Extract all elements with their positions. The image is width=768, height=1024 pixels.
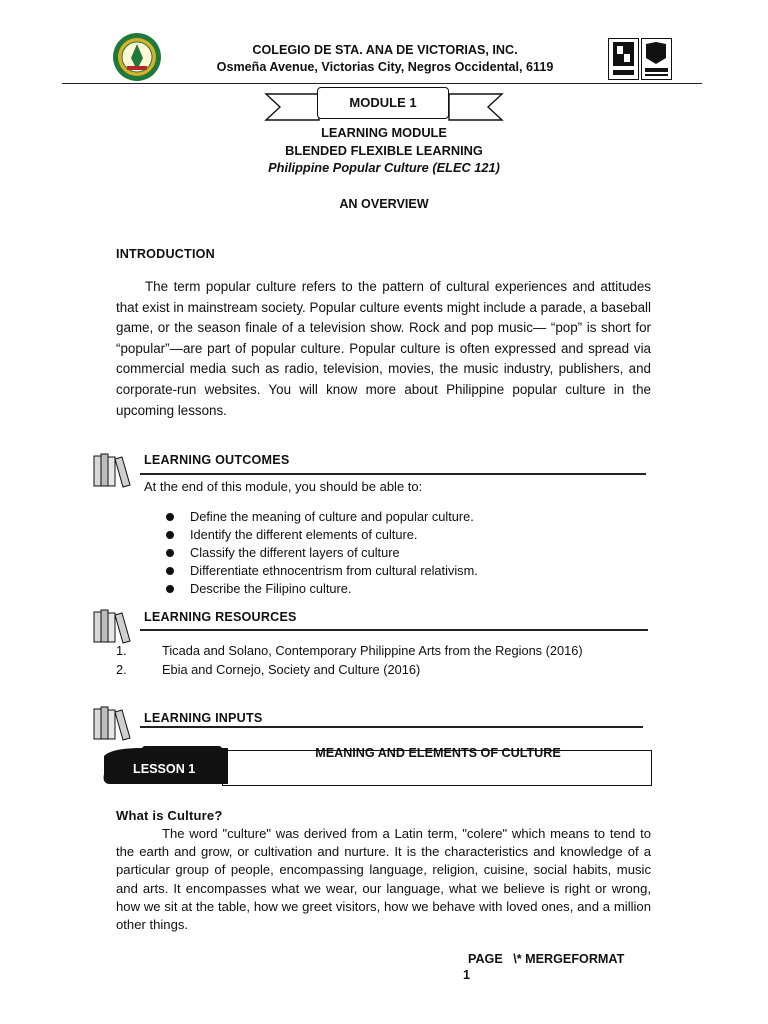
page-field-label: PAGE \* MERGEFORMAT xyxy=(468,952,625,966)
resources-list xyxy=(116,642,656,679)
learning-inputs-heading: LEARNING INPUTS xyxy=(144,711,263,725)
introduction-heading: INTRODUCTION xyxy=(116,247,215,261)
school-seal-logo xyxy=(112,32,162,82)
learning-resources-heading: LEARNING RESOURCES xyxy=(144,610,297,624)
list-number: 2. xyxy=(116,661,127,677)
course-title: Philippine Popular Culture (ELEC 121) xyxy=(268,160,500,175)
iso-certification-logo xyxy=(608,38,672,80)
list-item: Describe the Filipino culture. xyxy=(164,580,604,598)
list-item: Identify the different elements of culture. xyxy=(164,526,604,544)
list-item: Classify the different layers of culture xyxy=(164,544,604,562)
resources-divider xyxy=(140,629,648,631)
culture-paragraph: The word "culture" was derived from a Latin term, "colere" which means to tend to the earth and grow, or cultivation and nurture. It is the characteristics and knowledge of a particular group of people, encompassing language, religion, cuisine, social habits, music and arts. It encompasses what we wear, our language, what we believe is right or wrong, how we sit at the table, how we greet visitors, how we behave with loved ones, and a million other things. xyxy=(116,826,651,933)
inputs-divider xyxy=(140,726,643,728)
lesson-title: MEANING AND ELEMENTS OF CULTURE xyxy=(315,746,561,760)
list-item: Define the meaning of culture and popular culture. xyxy=(164,508,604,526)
outcomes-list xyxy=(164,508,604,598)
learning-module-title: LEARNING MODULE xyxy=(321,125,447,140)
module-label: MODULE 1 xyxy=(317,87,449,119)
outcomes-lead: At the end of this module, you should be able to: xyxy=(144,479,423,494)
school-name: COLEGIO DE STA. ANA DE VICTORIAS, INC. xyxy=(252,43,518,57)
resource-text: Ebia and Cornejo, Society and Culture (2016) xyxy=(162,661,421,677)
list-item: Differentiate ethnocentrism from cultural relativism. xyxy=(164,562,604,580)
outcomes-divider xyxy=(140,473,646,475)
books-icon xyxy=(90,703,134,743)
resource-text: Ticada and Solano, Contemporary Philippine Arts from the Regions (2016) xyxy=(162,643,583,658)
learning-outcomes-heading: LEARNING OUTCOMES xyxy=(144,453,290,467)
introduction-paragraph: The term popular culture refers to the pattern of cultural experiences and attitudes that exist in mainstream society. Popular culture events might include a parade, a baseball game, or the season finale of a television show. Rock and pop music— “pop” is short for “popular”—are part of popular culture. Popular culture is often expressed and spread via commercial media such as radio, television, movies, the music industry, publishers, and corporate-run websites. You will know more about Philippine popular culture in the upcoming lessons. xyxy=(116,279,651,418)
blended-learning-title: BLENDED FLEXIBLE LEARNING xyxy=(285,143,483,158)
what-is-culture-heading: What is Culture? xyxy=(116,808,223,823)
lesson-label: LESSON 1 xyxy=(133,762,196,776)
books-icon xyxy=(90,450,134,490)
list-item xyxy=(116,661,656,680)
page-number: 1 xyxy=(463,968,471,982)
books-icon xyxy=(90,606,134,646)
list-item xyxy=(116,642,656,661)
overview-heading: AN OVERVIEW xyxy=(339,197,429,211)
list-number: 1. xyxy=(116,643,127,658)
school-address: Osmeña Avenue, Victorias City, Negros Occidental, 6119 xyxy=(216,60,554,74)
